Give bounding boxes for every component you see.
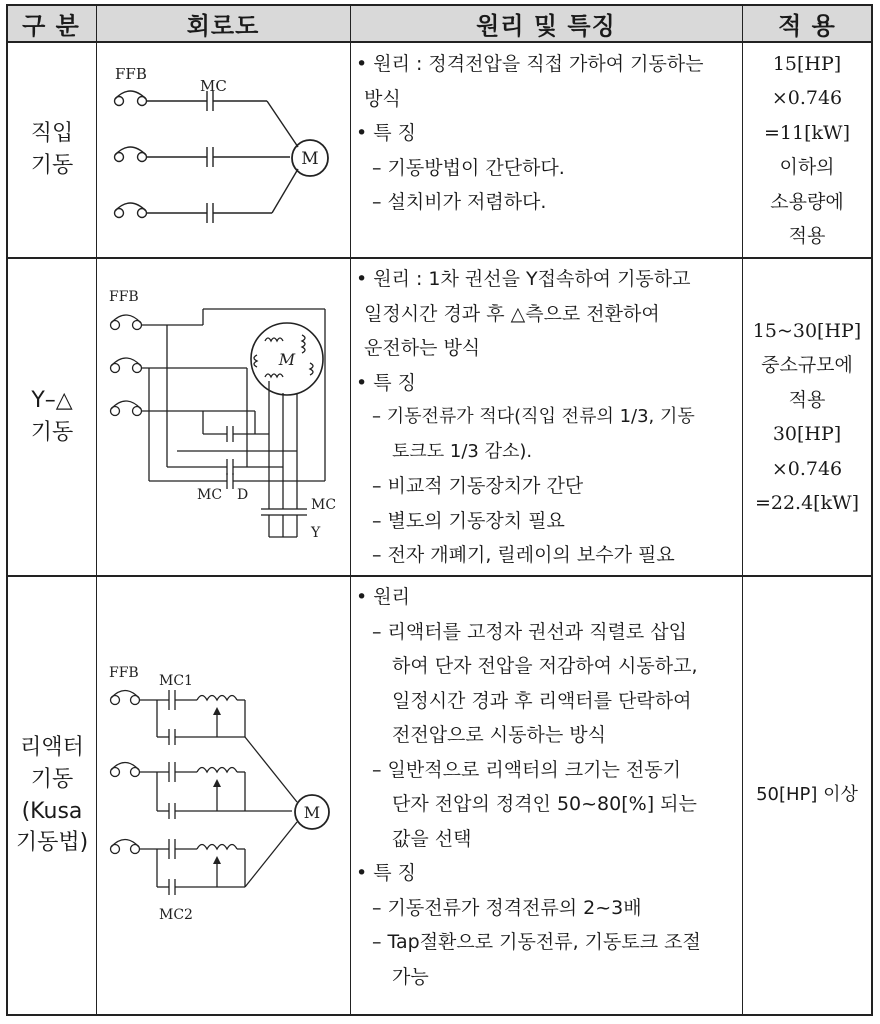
row3-category-line: 기동법): [15, 830, 89, 856]
row2-desc-line: 일정시간 경과 후 △측으로 전환하여: [364, 302, 660, 325]
row3-description: [356, 580, 740, 994]
row2-app-line: 30[HP]: [772, 423, 842, 445]
row2-desc-line: 토크도 1/3 감소).: [392, 440, 533, 462]
row2-application: [743, 259, 871, 575]
row3-label-mc2: MC2: [159, 907, 193, 923]
row2-label-y: Y: [311, 525, 321, 541]
row2-category-line: Y–△: [31, 388, 73, 414]
row1-application: [743, 43, 871, 257]
row3-desc-line: 값을 선택: [392, 827, 472, 850]
row3-app-line: 50[HP] 이상: [756, 784, 858, 806]
row2-desc-line: – 비교적 기동장치가 간단: [372, 475, 584, 497]
row3-desc-line: 가능: [392, 965, 429, 988]
row3-category: [8, 577, 96, 1014]
header-category: 구 분: [6, 4, 96, 42]
row2-app-line: ×0.746: [771, 457, 843, 480]
row1-category-line: 직입: [30, 121, 74, 147]
row1-app-line: ×0.746: [771, 87, 843, 109]
row3-desc-line: – 일반적으로 리액터의 크기는 전동기: [372, 758, 681, 781]
row2-app-line: 15~30[HP]: [752, 319, 862, 342]
table-border-right: [871, 4, 873, 1016]
row1-app-line: 소용량에: [770, 190, 844, 213]
row1-description: [356, 47, 740, 220]
row3-desc-line: – 리액터를 고정자 권선과 직렬로 삽입: [372, 620, 688, 643]
row1-app-line: 이하의: [779, 156, 835, 178]
row1-motor-label: M: [301, 149, 319, 169]
header-principle: 원리 및 특징: [350, 4, 742, 42]
row2-category: [8, 259, 96, 575]
row2-circuit-diagram: [97, 259, 350, 575]
row3-desc-line: 일정시간 경과 후 리액터를 단락하여: [392, 689, 692, 712]
row2-category-line: 기동: [30, 420, 74, 445]
row3-motor-label: M: [303, 803, 321, 822]
row1-app-line: =11[kW]: [764, 121, 850, 144]
row1-desc-line: – 설치비가 저렴하다.: [372, 191, 547, 213]
row2-app-line: 적용: [788, 388, 826, 411]
header-application: 적 용: [742, 4, 872, 42]
row2-desc-line: – 별도의 기동장치 필요: [372, 509, 565, 532]
row3-circuit-diagram: [97, 577, 350, 1014]
row3-label-mc1: MC1: [159, 673, 193, 689]
row1-label-ffb: FFB: [115, 65, 147, 83]
row2-label-mc: MC: [197, 487, 223, 503]
row3-desc-line: • 특 징: [356, 862, 416, 884]
row2-label-d: D: [237, 487, 249, 503]
row2-label-mc-y: MC: [311, 497, 337, 513]
row2-motor-label: M: [278, 350, 296, 369]
row3-desc-line: – Tap절환으로 기동전류, 기동토크 조절: [372, 931, 701, 953]
row2-description: [356, 262, 740, 573]
row1-desc-line: • 원리 : 정격전압을 직접 가하여 기동하는: [356, 53, 704, 75]
row1-desc-line: 방식: [364, 87, 401, 110]
row2-app-line: 중소규모에: [761, 354, 853, 376]
row2-desc-line: – 전자 개폐기, 릴레이의 보수가 필요: [372, 544, 675, 566]
row3-category-line: (Kusa: [21, 798, 83, 824]
row2-desc-line: 운전하는 방식: [364, 337, 481, 359]
row3-label-ffb: FFB: [109, 665, 139, 681]
header-circuit: 회로도: [96, 4, 350, 42]
row1-label-mc: MC: [200, 77, 227, 95]
row3-desc-line: 하여 단자 전압을 저감하여 시동하고,: [392, 655, 698, 677]
row3-desc-line: 단자 전압의 정격인 50~80[%] 되는: [392, 793, 697, 815]
row3-application: [743, 577, 871, 1014]
row3-category-line: 리액터: [20, 734, 84, 760]
row1-desc-line: – 기동방법이 간단하다.: [372, 156, 565, 179]
row1-category-line: 기동: [30, 153, 74, 178]
row3-desc-line: 전전압으로 시동하는 방식: [392, 724, 606, 746]
row3-category-line: 기동: [30, 766, 74, 792]
row1-app-line: 15[HP]: [772, 52, 842, 75]
row1-desc-line: • 특 징: [356, 122, 416, 144]
row2-desc-line: – 기동전류가 적다(직입 전류의 1/3, 기동: [372, 406, 695, 427]
row3-desc-line: – 기동전류가 정격전류의 2~3배: [372, 896, 642, 919]
row2-desc-line: • 특 징: [356, 371, 416, 394]
row3-desc-line: • 원리: [356, 586, 410, 608]
row1-circuit-diagram: [97, 43, 350, 257]
row1-category: [8, 43, 96, 257]
row1-app-line: 적용: [788, 225, 826, 247]
row2-app-line: =22.4[kW]: [754, 492, 860, 514]
row2-label-ffb: FFB: [109, 289, 139, 305]
column-divider-2: [350, 4, 351, 1016]
row2-desc-line: • 원리 : 1차 권선을 Y접속하여 기동하고: [356, 268, 691, 290]
